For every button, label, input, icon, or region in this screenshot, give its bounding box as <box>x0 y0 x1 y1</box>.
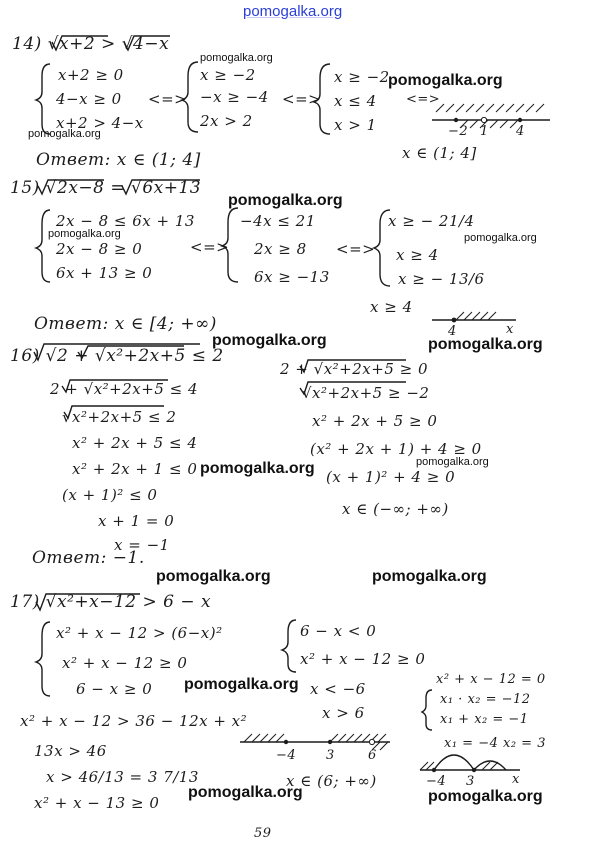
watermark: pomogalka.org <box>184 676 299 693</box>
brace <box>422 690 432 730</box>
equivalence-sign: <=> <box>190 238 230 256</box>
vieta-line: x₁ + x₂ = −1 <box>440 712 529 727</box>
tick-label: 1 <box>480 124 489 139</box>
problem-heading: 15) √2x−8 = √6x+13 <box>10 178 202 198</box>
brace <box>36 210 50 282</box>
solution-step: (x + 1)² + 4 ≥ 0 <box>326 468 456 486</box>
watermark: pomogalka.org <box>428 788 543 805</box>
system-line: x ≤ 4 <box>334 92 377 110</box>
solution-step: x² + 2x + 5 ≥ 0 <box>312 412 438 430</box>
tick-label: x <box>512 772 520 787</box>
solution-step: x² + 2x + 1 ≤ 0 <box>72 460 198 478</box>
tick-label: 3 <box>326 748 335 763</box>
system-line: x² + x − 12 ≥ 0 <box>300 650 426 668</box>
watermark: pomogalka.org <box>464 232 537 244</box>
system-line: x+2 ≥ 0 <box>58 66 124 84</box>
tick-label: −2 <box>448 124 469 139</box>
solution-step: x² + x − 13 ≥ 0 <box>34 794 160 812</box>
system-line: 2x − 8 ≤ 6x + 13 <box>56 212 195 230</box>
solution-step: √x²+2x+5 ≥ −2 <box>302 384 430 402</box>
brace <box>282 620 296 672</box>
solution-step: √x²+2x+5 ≤ 2 <box>62 408 177 426</box>
brace <box>36 622 50 696</box>
watermark: pomogalka.org <box>200 460 315 477</box>
watermark: pomogalka.org <box>212 332 327 349</box>
vieta-line: x₁ = −4 x₂ = 3 <box>444 736 546 751</box>
system-line: x+2 > 4−x <box>56 114 144 132</box>
system-line: x ≥ − 21/4 <box>388 212 475 230</box>
result-line: x ≥ 4 <box>370 298 413 316</box>
answer-line: Ответ: −1. <box>32 548 145 568</box>
watermark: pomogalka.org <box>372 568 487 585</box>
solution-step: x² + 2x + 5 ≤ 4 <box>72 434 198 452</box>
page-number: 59 <box>254 826 272 841</box>
equivalence-sign: <=> <box>406 92 441 107</box>
watermark: pomogalka.org <box>428 336 543 353</box>
solution-set: x ∈ (−∞; +∞) <box>342 500 449 518</box>
system-line: −x ≥ −4 <box>200 88 269 106</box>
solution-step: x² + x − 12 > 36 − 12x + x² <box>20 712 248 730</box>
answer-line: Ответ: x ∈ [4; +∞) <box>34 314 217 334</box>
equivalence-sign: <=> <box>336 240 376 258</box>
solution-step: 13x > 46 <box>34 742 107 760</box>
tick-label: 4 <box>516 124 525 139</box>
watermark: pomogalka.org <box>48 228 121 240</box>
system-line: 4−x ≥ 0 <box>56 90 122 108</box>
watermark: pomogalka.org <box>156 568 271 585</box>
system-line: 6 − x < 0 <box>300 622 377 640</box>
system-line: 2x − 8 ≥ 0 <box>56 240 143 258</box>
solution-step: x > 46/13 = 3 7/13 <box>46 768 199 786</box>
solution-step: 2 + √x²+2x+5 ≥ 0 <box>280 360 429 378</box>
system-line: −4x ≤ 21 <box>240 212 316 230</box>
system-line: 6x + 13 ≥ 0 <box>56 264 153 282</box>
vieta-line: x₁ · x₂ = −12 <box>440 692 531 707</box>
tick-label: 4 <box>448 324 457 339</box>
equivalence-sign: <=> <box>148 90 188 108</box>
system-line: x > 1 <box>334 116 377 134</box>
system-line: 2x ≥ 8 <box>254 240 307 258</box>
solution-step: (x² + 2x + 1) + 4 ≥ 0 <box>310 440 482 458</box>
watermark: pomogalka.org <box>228 192 343 209</box>
system-line: x ≥ − 13/6 <box>398 270 485 288</box>
system-line: x² + x − 12 > (6−x)² <box>56 624 223 642</box>
answer-line: Ответ: x ∈ (1; 4] <box>36 150 201 170</box>
tick-label: −4 <box>276 748 297 763</box>
watermark: pomogalka.org <box>416 456 489 468</box>
watermark: pomogalka.org <box>388 72 503 89</box>
watermark: pomogalka.org <box>28 128 101 140</box>
problem-heading: 17) √x²+x−12 > 6 − x <box>10 592 212 612</box>
site-header-link[interactable]: pomogalka.org <box>243 3 343 20</box>
system-line: x ≥ 4 <box>396 246 439 264</box>
system-line: x ≥ −2 <box>200 66 256 84</box>
solution-step: (x + 1)² ≤ 0 <box>62 486 158 504</box>
equivalence-sign: <=> <box>282 90 322 108</box>
brace <box>36 64 50 134</box>
tick-label: −4 <box>426 774 447 789</box>
solution-step: x > 6 <box>322 704 365 722</box>
watermark: pomogalka.org <box>188 784 303 801</box>
solution-set: x ∈ (6; +∞) <box>286 772 377 790</box>
solution-step: x + 1 = 0 <box>98 512 175 530</box>
tick-label: 6 <box>368 748 377 763</box>
system-line: 6 − x ≥ 0 <box>76 680 153 698</box>
problem-heading: 14) √x+2 > √4−x <box>12 34 170 54</box>
tick-label: 3 <box>466 774 475 789</box>
solution-set: x ∈ (1; 4] <box>402 144 477 162</box>
watermark: pomogalka.org <box>200 52 273 64</box>
solution-step: 2 + √x²+2x+5 ≤ 4 <box>50 380 199 398</box>
system-line: x² + x − 12 ≥ 0 <box>62 654 188 672</box>
tick-label: x <box>506 322 514 337</box>
system-line: 6x ≥ −13 <box>254 268 330 286</box>
system-line: 2x > 2 <box>200 112 253 130</box>
solution-step: x < −6 <box>310 680 366 698</box>
solution-step: x = −1 <box>114 536 170 554</box>
vieta-line: x² + x − 12 = 0 <box>436 672 546 687</box>
problem-heading: 16) √2 + √x²+2x+5 ≤ 2 <box>10 346 224 366</box>
system-line: x ≥ −2 <box>334 68 390 86</box>
